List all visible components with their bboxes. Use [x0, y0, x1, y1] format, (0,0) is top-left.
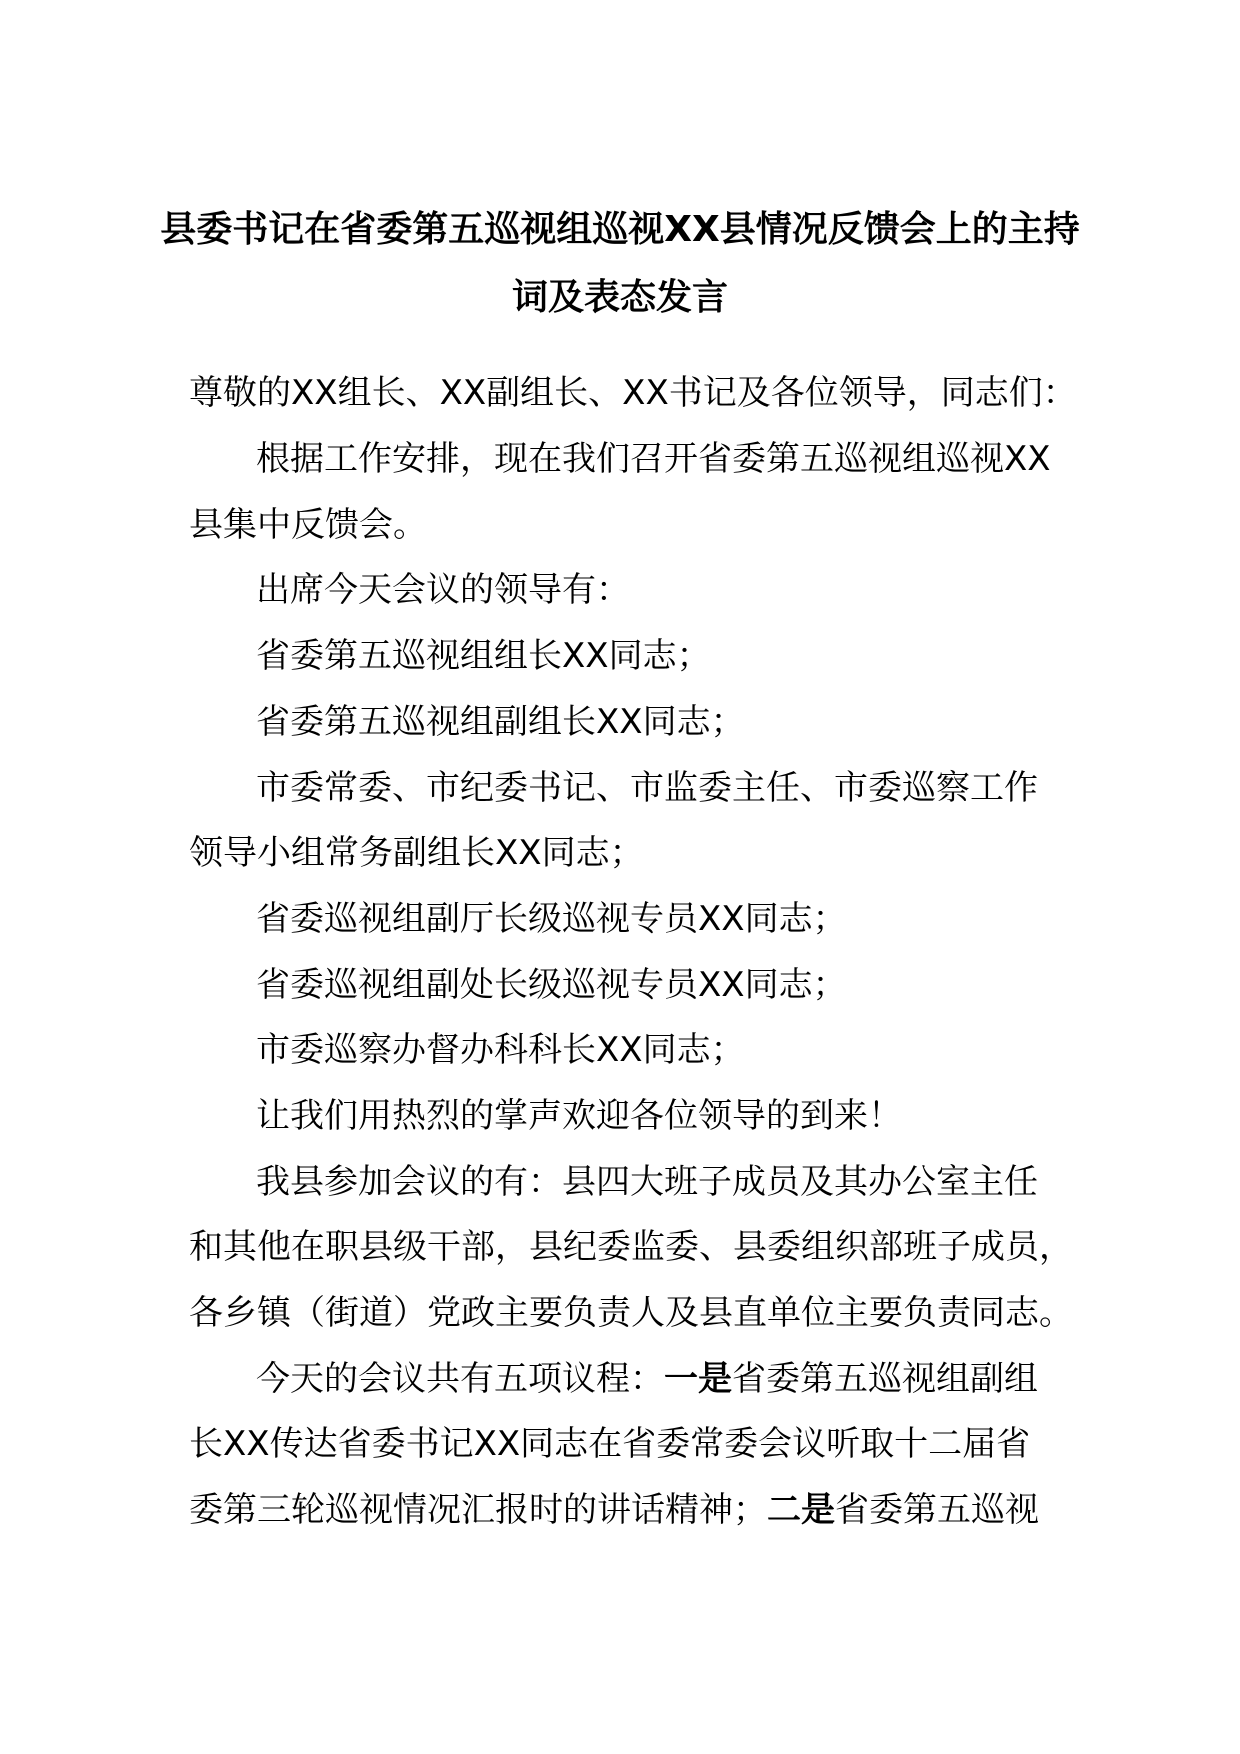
- paragraph-line: 省委巡视组副厅长级巡视专员XX同志；: [256, 899, 847, 939]
- document-title-line-2: 词及表态发言: [511, 277, 728, 318]
- text: 省委第五巡视组副组: [732, 1359, 1038, 1399]
- paragraph-line: 各乡镇（街道）党政主要负责人及县直单位主要负责同志。: [189, 1293, 1073, 1333]
- text: 省委第五巡视: [835, 1490, 1039, 1530]
- paragraph-line: 省委第五巡视组组长XX同志；: [256, 636, 711, 676]
- paragraph-line: 让我们用热烈的掌声欢迎各位领导的到来！: [256, 1096, 902, 1136]
- paragraph-line: 我县参加会议的有：县四大班子成员及其办公室主任: [256, 1162, 1038, 1202]
- paragraph-line: 省委第五巡视组副组长XX同志；: [256, 702, 745, 742]
- paragraph-line: 县集中反馈会。: [189, 505, 427, 545]
- paragraph-line: [189, 1490, 1039, 1530]
- paragraph-line: [256, 1359, 1038, 1399]
- paragraph-line: 领导小组常务副组长XX同志；: [189, 833, 644, 873]
- paragraph-line: 省委巡视组副处长级巡视专员XX同志；: [256, 965, 847, 1005]
- paragraph-line: 市委常委、市纪委书记、市监委主任、市委巡察工作: [256, 768, 1038, 808]
- paragraph-line: 出席今天会议的领导有：: [256, 570, 630, 610]
- paragraph-line: 市委巡察办督办科科长XX同志；: [256, 1030, 745, 1070]
- bold-text: 二是: [767, 1490, 835, 1530]
- bold-text: 一是: [664, 1359, 732, 1399]
- text: 委第三轮巡视情况汇报时的讲话精神；: [189, 1490, 767, 1530]
- document-title-line-1: 县委书记在省委第五巡视组巡视XX县情况反馈会上的主持: [160, 209, 1080, 250]
- salutation: 尊敬的XX组长、XX副组长、XX书记及各位领导，同志们：: [189, 373, 1077, 413]
- paragraph-line: 和其他在职县级干部，县纪委监委、县委组织部班子成员，: [189, 1227, 1073, 1267]
- text: 今天的会议共有五项议程：: [256, 1359, 664, 1399]
- paragraph-line: 长XX传达省委书记XX同志在省委常委会议听取十二届省: [189, 1424, 1031, 1464]
- paragraph-line: 根据工作安排，现在我们召开省委第五巡视组巡视XX: [256, 439, 1051, 479]
